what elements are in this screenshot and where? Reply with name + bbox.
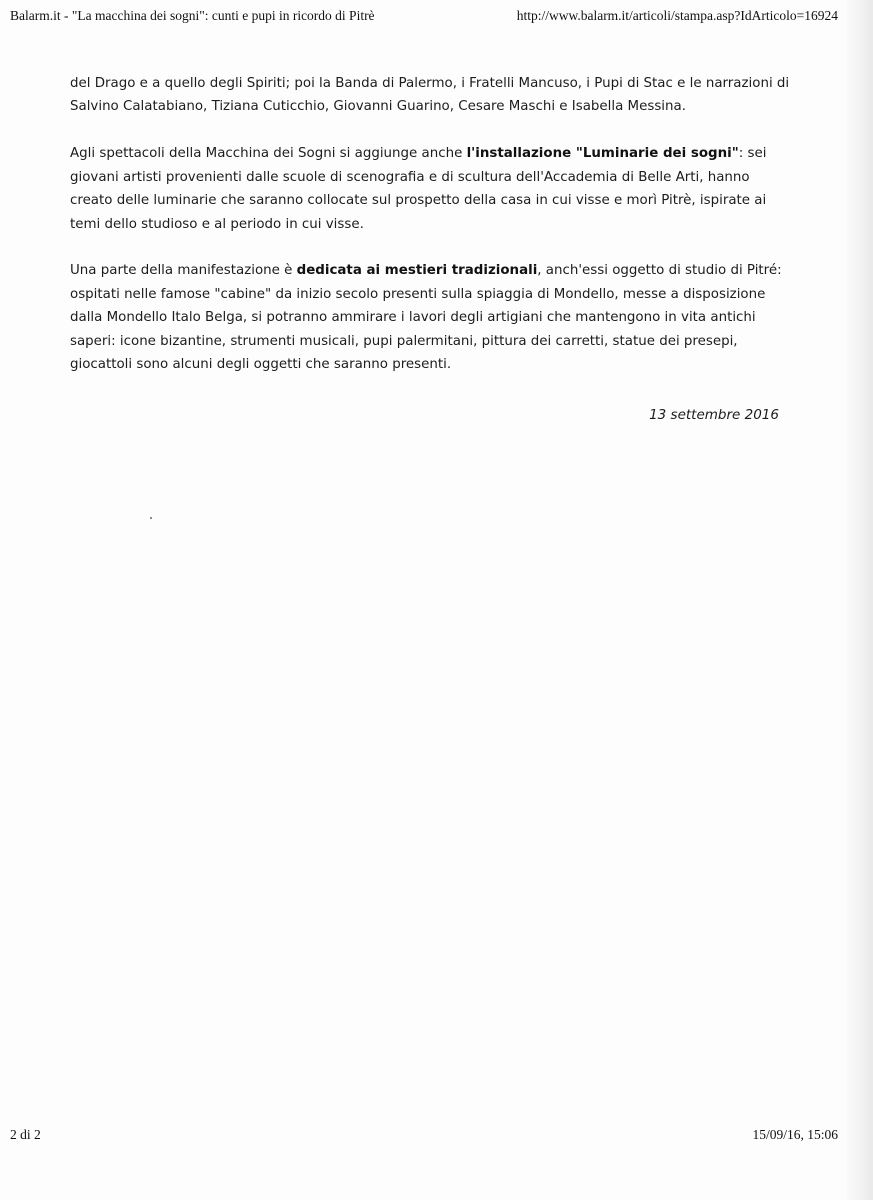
paragraph-text: : sei giovani artisti provenienti dalle scuole di scenografia e di scultura dell'Accademia di Belle Arti, hanno creato delle luminarie che saranno collocate sul prospetto della casa in cui visse e morì Pitrè, ispirate ai temi dello studioso e al periodo in cui visse.	[70, 146, 767, 232]
article-date: 13 settembre 2016	[649, 407, 779, 423]
bold-highlight: l'installazione "Luminarie dei sogni"	[466, 146, 739, 162]
scan-page-edge	[847, 0, 873, 1200]
paragraph-text: Una parte della manifestazione è	[70, 263, 297, 279]
paragraph-text: del Drago e a quello degli Spiriti; poi la Banda di Palermo, i Fratelli Mancuso, i Pupi di Stac e le narrazioni di Salvino Calatabiano, Tiziana Cuticchio, Giovanni Guarino, Cesare Maschi e Isabella Messina.	[70, 76, 790, 115]
article-paragraph	[70, 72, 790, 119]
bold-highlight: dedicata ai mestieri tradizionali	[296, 263, 538, 279]
print-timestamp: 15/09/16, 15:06	[752, 1127, 838, 1142]
paragraph-text: Agli spettacoli della Macchina dei Sogni si aggiunge anche	[70, 146, 467, 162]
article-body	[70, 72, 790, 400]
header-page-title: Balarm.it - "La macchina dei sogni": cunti e pupi in ricordo di Pitrè	[10, 8, 375, 23]
page-number: 2 di 2	[10, 1127, 41, 1142]
article-paragraph	[70, 259, 790, 376]
paragraph-text: , anch'essi oggetto di studio di Pitré: ospitati nelle famose "cabine" da inizio secolo presenti sulla spiaggia di Mondello, messe a disposizione dalla Mondello Italo Belga, si potranno ammirare i lavori degli artigiani che mantengono in vita antichi saperi: icone bizantine, strumenti musicali, pupi palermitani, pittura dei carretti, statue dei presepi, giocattoli sono alcuni degli oggetti che saranno presenti.	[70, 263, 782, 373]
header-url: http://www.balarm.it/articoli/stampa.asp?IdArticolo=16924	[516, 8, 838, 23]
article-paragraph	[70, 142, 790, 236]
scan-speck	[150, 517, 152, 519]
